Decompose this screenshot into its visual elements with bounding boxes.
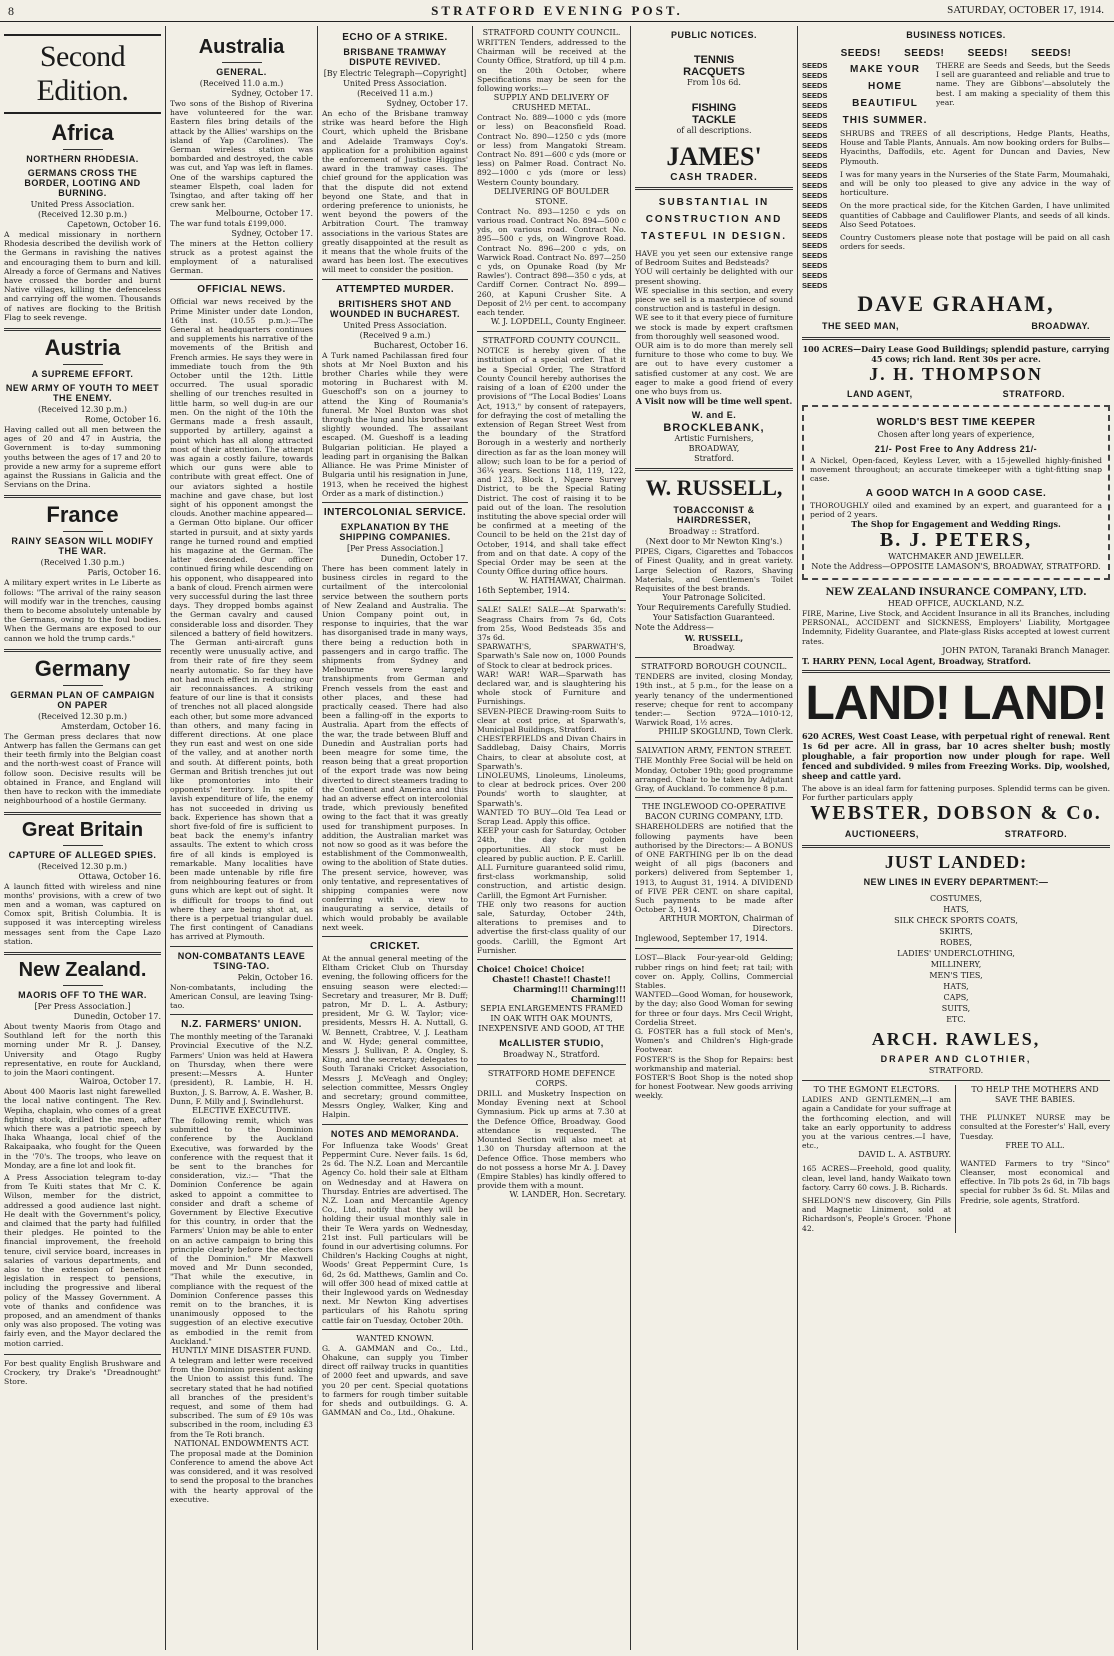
peters-name: B. J. PETERS, [879, 529, 1033, 552]
africa-subheading: NORTHERN RHODESIA. [26, 154, 139, 164]
bedroom-text: HAVE you yet seen our extensive range of Bedroom Suites and Bedsteads? [635, 249, 793, 268]
foster-repairs: FOSTER'S is the Shop for Repairs: best workmanship and material. [635, 1054, 793, 1073]
column-public-notices [630, 26, 797, 1650]
boulder-heading: DELIVERING OF BOULDER STONE. [493, 186, 610, 206]
fattening-text: The above is an ideal farm for fattening purposes. Splendid terms can be given. For further particulars apply [802, 783, 1110, 803]
australia-dateline-1: Sydney, October 17. [231, 89, 313, 98]
nz-insurance-name: NEW ZEALAND INSURANCE COMPANY, LTD. [825, 584, 1087, 599]
issue-date: SATURDAY, OCTOBER 17, 1914. [947, 4, 1104, 16]
business-notices-heading: BUSINESS NOTICES. [906, 30, 1006, 40]
africa-dateline: Capetown, October 16. [67, 220, 161, 229]
borough-heading: STRATFORD BOROUGH COUNCIL. [641, 662, 787, 672]
sparwath-war: WAR! WAR! WAR—Sparwath has declared war, and is slaughtering his whole stock of Furniture and Furnishings. [477, 669, 626, 707]
australia-text-3: The miners at the Hetton colliery struck as a protest against the employment of a naturalised German. [170, 238, 313, 276]
notes-text: For Influenza take Woods' Great Peppermint Cure. Never fails. 1s 6d, 2s 6d. The N.Z. Loan and Mercantile Agency Co. hold their sale at Eltham on Wednesday and at Hawera on Thursday. Entries are advertised. The N.Z. Loan and Mercantile Agency Co., Ltd., notify that they will be holding their usual monthly sale in their Te Wera yards on Wednesday, 21st inst. Full particulars will be found in our advertising columns. For Children's Hacking Coughs at night, Woods' Great Peppermint Cure, 1s 6d, 2s 6d. Matthews, Gamlin and Co. will offer 300 head of mixed cattle at their Inglewood yards on Wednesday next. Mr Newton King advertises particulars of his Rahotu spring cattle fair on Tuesday, October 20th. [322, 1140, 468, 1325]
webster-footer [802, 825, 1110, 841]
austria-subheading: NEW ARMY OF YOUTH TO MEET THE ENEMY. [5, 383, 160, 404]
sheldon-text: SHELDON'S new discovery, Gin Pills and Magnetic Liniment, sold at Richardson's, People's Grocer. 'Phone 42. [802, 1196, 951, 1233]
draper-label: DRAPER AND CLOTHIER, [880, 1054, 1032, 1065]
austria-headline: A SUPREME EFFORT. [31, 369, 134, 380]
rings-text: The Shop for Engagement and Wedding Rings. [851, 519, 1061, 530]
huntly-text: A telegram and letter were received from the Dominion president asking the Union to assist this fund. The secretary stated that he had notified all branches of the president's request, and some of them had subscribed. The sum of £9 10s was subscribed in the room, including £3 from the Te Roti branch. [170, 1355, 313, 1439]
russell-trade: TOBACCONIST & HAIRDRESSER, [673, 505, 755, 526]
county-council-heading-1: STRATFORD COUNTY COUNCIL. [482, 28, 621, 37]
visit-text: A Visit now will be time well spent. [635, 396, 793, 407]
land-agent-label: LAND AGENT, [847, 389, 913, 399]
rawles-line-item: MEN'S TIES, [929, 971, 983, 981]
farmers-union-heading: N.Z. FARMERS' UNION. [181, 1019, 302, 1031]
watch-description: A Nickel, Open-faced, Keyless Lever, with a 15-jewelled highly-finished movement throughout; an accurate timekeeper with a tight-fitting snap case. [810, 456, 1102, 484]
studio-address: Broadway N., Stratford. [503, 1050, 600, 1060]
murder-subheading: BRITISHERS SHOT AND WOUNDED IN BUCHAREST. [329, 298, 460, 319]
rawles-line-item: ROBES, [939, 938, 973, 948]
thompson-footer [802, 385, 1110, 401]
murder-heading: ATTEMPTED MURDER. [335, 283, 455, 295]
rawles-line-item: SKIRTS, [939, 927, 973, 937]
rawles-line-item: HATS, [943, 905, 969, 915]
echo-source: [By Electric Telegraph—Copyright] United Press Association. [323, 69, 467, 88]
edition-banner: Second Edition. [4, 34, 161, 114]
brocklebank-street: BROADWAY, [688, 444, 740, 454]
elective-text: The following remit, which was submitted to the Dominion conference by the Auckland Executive, was forwarded by the conference with the request that it be sent to the branches for consideration, viz.:— "That the Dominion Conference be again asked to appoint a committee to consider and draft a scheme of Government by Elective Executive for this country, in order that the Farmers' Union may be able to enter on an active campaign to bring this principle clearly before the electors of the Dominion." Mr Maxwell moved and Mr Dunn seconded, "That while the executive, in compliance with the request of the Dominion Conference passes this remit on to the branches, it is unanimously opposed to the suggestion of an elective executive as embodied in the remit from Auckland." [170, 1115, 313, 1346]
carlill-keep: KEEP your cash for Saturday, October 24th, the day for golden opportunities. All stock must be cleared by public auction. P. E. Carlill. [477, 826, 626, 863]
salvation-heading: SALVATION ARMY, FENTON STREET. [636, 746, 792, 756]
mothers-heading: TO HELP THE MOTHERS AND SAVE THE BABIES. [971, 1085, 1099, 1105]
hathaway-signature: W. HATHAWAY, Chairman. [518, 576, 626, 586]
free-to-all: FREE TO ALL. [1005, 1140, 1065, 1150]
germany-article [4, 656, 161, 806]
post-free-text: 21/- Post Free to Any Address 21/- [874, 444, 1038, 454]
nursery-text: I was for many years in the Nurseries of the State Farm, Moumahaki, and will be only too pleased to give any advice in the way of horticulture. [840, 169, 1110, 198]
column-council-notices [472, 26, 630, 1650]
james-name: JAMES' [666, 142, 762, 171]
bottom-adverts [802, 1085, 1110, 1233]
rawles-line-item: ETC. [946, 1015, 966, 1025]
intercolonial-heading: INTERCOLONIAL SERVICE. [323, 506, 467, 518]
thompson-name: J. H. THOMPSON [869, 364, 1043, 384]
britain-text: A launch fitted with wireless and nine months' provisions, with a crew of two men and a woman, was captured on Comox spit, British Columbia. It is supposed it was intercepting wireless messages sent from the Cape Lazo station. [4, 881, 161, 946]
crushed-metal-heading: SUPPLY AND DELIVERY OF CRUSHED METAL. [493, 93, 610, 113]
russell-name-2: W. RUSSELL, [684, 633, 744, 644]
germany-headline: GERMAN PLAN OF CAMPAIGN ON PAPER [10, 689, 155, 710]
rawles-line-item: MILLINERY, [930, 960, 982, 970]
notice-date: 16th September, 1914. [477, 586, 570, 596]
carlill-reasons: THE only two reasons for auction sale, Saturday, October 24th, alterations to premises and to advertise the first-class quality of our goods. Carlill, the Egmont Art Furnisher. [477, 899, 626, 955]
britain-heading: Great Britain [21, 818, 144, 841]
make-home-beautiful: MAKE YOUR HOME BEAUTIFUL THIS SUMMER. [842, 64, 928, 126]
murder-received: (Received 9 a.m.) [359, 330, 431, 340]
graham-broadway: BROADWAY. [1031, 321, 1090, 331]
electors-heading: TO THE EGMONT ELECTORS. [813, 1085, 940, 1095]
murder-text: A Turk named Pachilassan fired four shots at Mr Noel Buxton and his brother Charles while they were motoring in Bucharest with M. Gueschoff's son on a journey to attend the King of Roumania's funeral. Mr Noel Buxton was shot through the lung and his brother was slightly wounded. The assailant escaped. (M. Gueshoff is a leading Bulgarian politician. He played a leading part in organising the Balkan Alliance. He was Prime Minister of Bulgaria until his resignation in June, 1913, when he received the highest Order as a mark of distinction.) [322, 350, 468, 498]
foster-boot: FOSTER'S Boot Shop is the noted shop for honest Footwear. New goods arriving weekly. [635, 1072, 793, 1101]
austria-article [4, 335, 161, 489]
farmers-union-text: The monthly meeting of the Taranaki Provincial Executive of the N.Z. Farmers' Union was held at Hawera on Thursday, when there were present:—Messrs A. Hunter (president), R. Lambie, H. H. Buxton, J. S. Barrow, A. E. Washer, B. Dunn, F. Milly and J. Swindlehurst. [170, 1032, 313, 1106]
richards-acres: 165 ACRES—Freehold, good quality, clean, level land, handy Waikato town factory. Carry 60 cows. J. B. Richards. [802, 1164, 951, 1192]
france-article [4, 502, 161, 642]
echo-text: An echo of the Brisbane tramway strike was heard before the High Court, which upheld the Brisbane and Adelaide Tramways Coy's. application for a prohibition against the enforcement of Justice Higgins' award in the tramway cases. The chief ground for the application was that the dispute did not extend beyond one State, and that in ordering preference to unionists, he went beyond the powers of the Arbitration Court. The tramway associations in the various States are greatly disappointed at the result as it means that the whole fruits of the award has been lost. The executives will meet to consider the position. [322, 109, 468, 275]
seed-man-label: THE SEED MAN, [822, 321, 900, 331]
rawles-line-item: COSTUMES, [929, 894, 982, 904]
column-business-notices [797, 26, 1114, 1650]
intercolonial-subheading: EXPLANATION BY THE SHIPPING COMPANIES. [339, 521, 451, 542]
patronage-text: Your Patronage Solicited. [662, 593, 766, 603]
echo-received: (Received 11 a.m.) [357, 89, 433, 98]
james-advert [635, 54, 793, 183]
rawles-line-item: HATS, [943, 982, 969, 992]
shrubs-text: SHRUBS and TREES of all descriptions, Hedge Plants, Heaths, House and Table Plants, Annuals. Am now booking orders for Bulbs—Hyacinths, Daffodils, etc. Agent for Duncan and Davies, New Plymouth. [840, 129, 1110, 166]
endowments-heading: NATIONAL ENDOWMENTS ACT. [173, 1438, 310, 1448]
australia-text-2: The war fund totals £199,000. [170, 219, 287, 229]
australia-subheading: GENERAL. [216, 67, 267, 77]
australia-heading: Australia [198, 36, 285, 58]
thompson-town: STRATFORD. [1002, 389, 1065, 399]
contracts-boulder: Contract No. 893—1250 c yds on various road. Contract No. 894—500 c yds, on various road. Contract No. 895—500 c yds, on Wingrove Road. Contract No. 896—200 c yds, on Warwick Road. Contract No. 897—250 c yds, on Opunake Road (by Mr Rawles'). Contract 898—350 c yds, at Cardiff Corner. Contract No. 899—260, at Kapuni Crusher Site. A Deposit of 2½ per cent. to accompany each tender. [477, 206, 626, 318]
austria-dateline: Rome, October 16. [84, 415, 161, 425]
france-heading: France [46, 502, 119, 528]
africa-heading: Africa [51, 120, 114, 145]
auctioneers-label: AUCTIONEERS, [844, 829, 919, 840]
postage-text: Country Customers please note that postage will be paid on all cash orders for seeds. [840, 233, 1110, 252]
nz-headline: MAORIS OFF TO THE WAR. [18, 989, 147, 1000]
intercolonial-text: There has been comment lately in business circles in regard to the curtailment of the intercolonial service between the southern ports of New Zealand and Australia. The Union Company point out, in response to inquiries, that the war has disorganised trade in many ways, there being a reduction both in passengers and in cargo traffic. The shipments from Sydney and Melbourne were largely transhipments from German and French vessels from the east and other places, and these had practically ceased. There had also been a falling-off in the exports to Australia. Apart from the effects of the war, the trade between Bluff and Dunedin and Australian ports had been meagre for some time, the reason being that a great proportion of the export trade was now being diverted to direct steamers trading to the Continent and America and this had an adverse effect on intercolonial trade, which previously benefited owing to the fact that it was greatly used for transhipment purposes. In addition, the Australian market was not now so good as it was before the establishment of the Commonwealth, owing to the abolition of State duties. The present service, however, was only tentative, and representatives of shipping companies were now conferring with a view to inaugurating a service, details of which would probably be available next week. [322, 563, 468, 932]
just-landed: JUST LANDED: [884, 852, 1028, 873]
kitchen-text: On the more practical side, for the Kitchen Garden, I have unlimited quantities of Cabbage and Cauliflower Plants, and seeds of all kinds. Also Seed Potatoes. [840, 201, 1110, 229]
britain-received: (Received 12.30 p.m.) [38, 861, 127, 871]
australia-received: (Received 11.0 a.m.) [199, 79, 284, 88]
good-watch-text: A GOOD WATCH In A GOOD CASE. [865, 487, 1047, 499]
africa-received: (Received 12.30 p.m.) [38, 210, 127, 219]
contracts-metal: Contract No. 889—1000 c yds (more or less) on Beaconsfield Road. Contract No. 890—1250 c yds (more or less) from Mangatoki Stream. Contract No. 891—600 c yds (more or less) on Palmer Road. Contract No. 892—1000 c yds (more or less) Western County boundary. [477, 113, 626, 187]
nz-text-3: A Press Association telegram to-day from Te Kuiti states that Mr C. K. Wilson, member for the district, addressed a good audience last night. He dealt with the Government's policy, and claimed that the party had fulfilled their pledges. He pointed to the financial improvement, the freehold tenure, civil service board, increases in salaries of various departments, and also to the extension of beneficent legislation in respect to pensions, including the progressive and liberal policy of the Massey Government. A vote of thanks and confidence was proposed, and an amendment of thanks only was also proposed. The voting was fairly even, and the Mayor declared the motion carried. [4, 1172, 161, 1348]
tsingtao-heading: NON-COMBATANTS LEAVE TSING-TAO. [177, 950, 306, 971]
britain-dateline: Ottawa, October 16. [78, 871, 161, 881]
defence-heading: STRATFORD HOME DEFENCE CORPS. [487, 1069, 616, 1089]
echo-subheading: BRISBANE TRAMWAY DISPUTE REVIVED. [343, 47, 447, 67]
time-keeper-heading: WORLD'S BEST TIME KEEPER [876, 417, 1036, 428]
rawles-line-item: SILK CHECK SPORTS COATS, [894, 916, 1018, 926]
shareholders-text: SHAREHOLDERS are notified that the following payments have been authorised by the Directors:— A BONUS of ONE FARTHING per lb on the dead weight of all pigs (baconers and porkers) delivered from September 1, 1913, to August 31, 1914. A DIVIDEND of FIVE PER CENT. on share capital, Such payments to be made after October 3, 1914. [635, 822, 793, 915]
cash-trader: CASH TRADER. [670, 172, 758, 183]
morton-signature: ARTHUR MORTON, Chairman of Directors. [659, 914, 793, 934]
russell-next: (Next door to Mr Newton King's.) [645, 537, 783, 547]
nz-heading: New Zealand. [18, 958, 147, 981]
cricket-text: At the annual general meeting of the Eltham Cricket Club on Thursday evening, the following officers for the ensuing season were elected:—Secretary and treasurer, Mr B. Duff; patron, Mr D. L. A. Astbury; president, Mr G. W. Taylor; vice-presidents, Messrs H. A. Nuttall, G. W. Bennett, Crabtree, V. J. Leatham and W. Hyde; general committee, Messrs J. Sullivan, P. A. Ongley, S. King, and the secretary; delegates to South Taranaki Cricket Association, Messrs J. McVeagh and Ongley; selection committee, Messrs Ongley and secretary; ground committee, Messrs Ongley, Walker, King and Halpin. [322, 954, 468, 1120]
germany-dateline: Amsterdam, October 16. [61, 721, 161, 731]
substantial-heading: SUBSTANTIAL IN CONSTRUCTION AND TASTEFUL IN DESIGN. [641, 197, 787, 242]
peters-advert [802, 405, 1110, 580]
column-cables [317, 26, 472, 1650]
seeds-banner: SEEDS! SEEDS! SEEDS! SEEDS! [840, 48, 1072, 59]
australia-dateline-2: Melbourne, October 17. [215, 209, 313, 219]
choice-text: Choice! Choice! Choice! [477, 964, 585, 975]
britain-article [4, 819, 161, 946]
tsingtao-dateline: Pekin, October 16. [237, 972, 313, 982]
penn-agent: T. HARRY PENN, Local Agent, Broadway, Stratford. [802, 655, 1031, 666]
drill-notice: DRILL and Musketry Inspection on Monday Evening next at School Gymnasium. Pick up arms at 7.30 at the Defence Office, Broadway. Good attendance is requested. The Mounted Section will also meet at 1.30 on Thursday afternoon at the Defence Office. Those members who do not possess a horse Mr A. J. Davey (Empire Stables) has kindly offered to provide them with a mount. [477, 1089, 626, 1191]
head-office: HEAD OFFICE, AUCKLAND, N.Z. [887, 599, 1025, 609]
land-description: 620 ACRES, West Coast Lease, with perpetual right of renewal. Rent 1s 6d per acre. All in grass, bar 10 acres shelter bush; mostly ploughable, a fair proportion now under plough for rape. Well fenced and subdivided. 9 miles from Freezing Works. Dip, woolshed, sheep and cattle yard. [802, 730, 1110, 781]
graham-advert [802, 61, 1110, 291]
france-headline: RAINY SEASON WILL MODIFY THE WAR. [11, 536, 154, 557]
rawles-lines [802, 893, 1110, 1025]
nz-dateline-2: Wairoa, October 17. [79, 1077, 161, 1087]
sparwath-stock: SPARWATH'S, SPARWATH'S, Sparwath's Sale now on, 1000 Pounds of Stock to clear at bedrock prices. [477, 642, 626, 670]
land-banner: LAND! LAND! [805, 676, 1107, 730]
pipes-text: PIPES, Cigars, Cigarettes and Tobaccos of Finest Quality, and in great variety. Large Selection of Razors, Shaving Materials, and Gentlemen's Toilet Requisites of the best brands. [635, 547, 793, 594]
skoglund-signature: PHILIP SKOGLUND, Town Clerk. [658, 727, 793, 737]
drake-advert: For best quality English Brushware and Crockery, try Drake's "Dreadnought" Store. [4, 1358, 161, 1387]
brocklebank-we: W. and E. [691, 410, 737, 421]
chaste-text: Chaste!! Chaste!! Chaste!! [492, 974, 611, 985]
murder-source: United Press Association. [343, 320, 447, 330]
sinco-text: WANTED Farmers to try "Sinco" Cleanser, most economical and effective. In 7lb pots 2s 6d, in 7lb bags special for rubber 3s 6d. St. Milas and Fredrie, sole agents, Stratford. [960, 1158, 1110, 1205]
special-order-notice: NOTICE is hereby given of the institution of a special order. That it be a Special Order, The Stratford County Council hereby authorises the raising of a loan of £200 under the provisions of "The Local Bodies' Loans Act, 1913," by consent of ratepayers, for defraying the cost of metalling the extension of Regan Street West from the boundary of the Stratford Borough in a westerly and northerly direction as far as the loan money will allow; such loan to be for a period of 36¼ years. Sections 118, 119, 122, and 123, Block 1, Ngaere Survey District, to be the Special Rating District. The cost of raising it to be paid out of the loan. The resolution instituting the above special order will be confirmed at a meeting of the Council to be held on the 21st day of October, 1914, and shall take effect from and on that date. A copy of the Special Order may be seen at the County Office during office hours. [477, 346, 626, 577]
rawles-town: STRATFORD. [928, 1066, 984, 1076]
column-war-news [0, 26, 165, 1650]
rawles-name: ARCH. RAWLES, [871, 1029, 1041, 1050]
column-australia [165, 26, 317, 1650]
salvation-text: THE Monthly Free Social will be held on Monday, October 19th; good programme arranged. Chair to be taken by Adjutant Gray, of Auckland. To commence 8 p.m. [635, 756, 793, 794]
watchmaker-label: WATCHMAKER AND JEWELLER. [888, 552, 1024, 562]
charming-text: Charming!!! Charming!!! Charming!!! [513, 984, 626, 1005]
sparwath-suits: SEVEN-PIECE Drawing-room Suits to clear at cost price, at Sparwath's, Municipal Buildings, Stratford. [477, 706, 626, 734]
requirements-text: Your Requirements Carefully Studied. [636, 603, 792, 613]
africa-article [4, 120, 161, 322]
nz-text-2: About 400 Maoris last night farewelled the local native contingent. The Rev. Wepiha, chaplain, who comes of a great fighting stock, drilled the men, after which there was a patriotic speech by Ihaka Whaanga, local chief of the Rakaipaaka, who fought for the Queen in the '70's. The troops, who leave on Monday, are a fine lot and look fit. [4, 1087, 161, 1170]
plunket-text: THE PLUNKET NURSE may be consulted at the Forester's' Hall, every Tuesday. [960, 1113, 1110, 1141]
elective-heading: ELECTIVE EXECUTIVE. [192, 1105, 291, 1115]
astbury-section [802, 1085, 956, 1233]
lopdell-signature: W. J. LOPDELL, County Engineer. [490, 317, 626, 327]
rawles-line-item: LADIES' UNDERCLOTHING, [897, 949, 1015, 959]
public-notices-heading: PUBLIC NOTICES. [670, 30, 757, 40]
lost-horse: LOST—Black Four-year-old Gelding; rubber rings on hind feet; rat tail; with cover on. Apply, Collins, Commercial Stables. [635, 953, 793, 990]
endowments-text: The proposal made at the Dominion Conference to amend the above Act was considered, and it was resolved to send the proposal to the branches with the hearty approval of the executive. [170, 1448, 313, 1504]
foster-stock: G. FOSTER has a full stock of Men's, Women's and Children's High-grade Footwear. [635, 1026, 793, 1055]
sparwath-sale: SALE! SALE! SALE—At Sparwath's: Seagrass Chairs from 7s 6d, Cots from 25s, Wood Bedsteads 35s and 37s 6d. [477, 605, 626, 642]
paton-signature: JOHN PATON, Taranaki Branch Manager. [942, 645, 1110, 655]
aim-text: OUR aim is to do more than merely sell furniture to those who come to buy. We are out to have every customer a satisfied customer at any cost. We are eager to make a good friend of every one who buys from us. [635, 341, 793, 397]
nz-source: [Per Press Association.] [34, 1001, 131, 1011]
dairy-lease: 100 ACRES—Dairy Lease Good Buildings; splendid pasture, carrying 45 cows; rich land. Rent 30s per acre. [802, 344, 1110, 364]
australia-text-1: Two sons of the Bishop of Riverina have volunteered for the war. Eastern files bring details of the attack by the Allies' warships on the island of Yap (Carolines). The German wireless station was bombarded and destroyed, the cable was cut, and Yap was left in flames. One of the warships captured the steamer Elspeth, coal laden for Tsingtao, and after taking off her crew sank her. [170, 99, 313, 210]
carlill-furniture: ALL Furniture guaranteed solid rimu, first-class workmanship, solid construction, and artistic design. Carlill, the Egmont Art Furnisher. [477, 863, 626, 900]
fishing-label: FISHING [691, 102, 737, 114]
france-received: (Received 1.30 p.m.) [40, 558, 125, 568]
county-council-heading-2: STRATFORD COUNTY COUNCIL. [482, 336, 621, 346]
racquets-label: RACQUETS [683, 66, 745, 78]
africa-text: A medical missionary in northern Rhodesia described the devilish work of the Germans in ravishing the natives and encouraging them to burn and kill. Already a force of Germans and Natives have crossed the border and burnt Native villages, killing the defenceless and carrying off the women. Thousands of natives are flocking to the British Flag to seek revenge. [4, 230, 161, 322]
austria-heading: Austria [44, 335, 121, 361]
peters-address: Note the Address—OPPOSITE LAMASON'S, BROADWAY, STRATFORD. [811, 562, 1101, 572]
nz-article [4, 959, 161, 1348]
astbury-signature: DAVID L. A. ASTBURY. [858, 1150, 951, 1160]
masthead [0, 0, 1114, 22]
france-dateline: Paris, October 16. [87, 568, 161, 578]
brocklebank-trade: Artistic Furnishers, [674, 434, 754, 444]
lander-signature: W. LANDER, Hon. Secretary. [509, 1190, 626, 1200]
rawles-line-item: SUITS, [941, 1004, 971, 1014]
echo-heading: ECHO OF A STRIKE. [342, 32, 448, 43]
nz-text-1: About twenty Maoris from Otago and Southland left for the north this morning under Mr R. J. Dansey, University and Otago Rugby representative, en route for Auckland, to join the Maori contingent. [4, 1021, 161, 1077]
new-lines: NEW LINES IN EVERY DEPARTMENT:— [863, 877, 1049, 888]
seeds-guarantee: THERE are Seeds and Seeds, but the Seeds I sell are guaranteed and reliable and true to name. They are Gibbons'—absolutely the best. I am making a speciality of them this year. [936, 61, 1110, 107]
graham-name: DAVE GRAHAM, [857, 291, 1055, 316]
germany-text: The German press declares that now Antwerp has fallen the Germans can get their teeth firmly into the Belgian coast and the north-west coast of France will follow soon. Decisive results will be obtained in France, and England will then have to reckon with the immediate neighbourhood of a hostile Germany. [4, 731, 161, 806]
intercolonial-dateline: Dunedin, October 17. [380, 553, 468, 563]
satisfaction-text: Your Satisfaction Guaranteed. [653, 613, 775, 623]
austria-text: Having called out all men between the ages of 20 and 47 in Austria, the Government is to-day summoning youths between the ages of 17 and 20 to provide a new army for a supreme effort against the Russians in Galicia and the Servians on the Drina. [4, 425, 161, 490]
africa-source: United Press Association. [30, 200, 135, 209]
specialise-text: WE specialise in this section, and every piece we sell is a masterpiece of sound construction and is tasteful in design. [635, 285, 793, 314]
sepia-text: SEPIA ENLARGEMENTS FRAMED IN OAK WITH OAK MOUNTS, INEXPENSIVE AND GOOD, AT THE [478, 1004, 625, 1034]
official-news-heading: OFFICIAL NEWS. [197, 284, 286, 296]
tsingtao-text: Non-combatants, including the American Consul, are leaving Tsing-tao. [170, 982, 313, 1011]
borough-tenders: TENDERS are invited, closing Monday, 19th inst., at 5 p.m., for the lease on a yearly tenancy of the undermentioned reserve; cheque for rent to accompany tender:— Section 972A—1010-12, Warwick Road, 1½ acres. [635, 672, 793, 728]
oiled-text: THOROUGHLY oiled and examined by an expert, and guaranteed for a period of 2 years. [810, 500, 1102, 519]
insurance-text: FIRE, Marine, Live Stock, and Accident Insurance in all its Branches, including PERSONAL, ACCIDENT and SICKNESS, Employers' Liability, Mortgagee Indemnity, Fidelity Guarantee, and Plate-glass Risks accepted at lowest current rates. [802, 609, 1110, 646]
inglewood-date: Inglewood, September 17, 1914. [635, 934, 768, 944]
nz-dateline-1: Dunedin, October 17. [73, 1011, 161, 1021]
racquets-price: From 10s 6d. [687, 78, 741, 87]
russell-name: W. RUSSELL, [645, 475, 783, 501]
graham-footer [802, 317, 1110, 333]
echo-dateline: Sydney, October 17. [386, 99, 468, 108]
germany-heading: Germany [34, 655, 131, 681]
gamman-advert: G. A. GAMMAN and Co., Ltd., Ohakune, can supply you Timber direct off railway trucks in quantities of 2000 feet and upwards, and save you 20 per cent. Special quotations to farmers for rough timber suitable for sheds and outbuildings. G. A. GAMMAN and Co., Ltd., Ohakune. [322, 1343, 468, 1418]
coop-heading: THE INGLEWOOD CO-OPERATIVE BACON CURING COMPANY, LTD. [642, 802, 786, 822]
cricket-heading: CRICKET. [369, 941, 421, 953]
intercolonial-source: [Per Press Association.] [347, 543, 443, 553]
wanted-woman: WANTED—Good Woman, for housework, by the day; also Good Woman for sewing for three or four days. Mrs Cecil Wright, Cordelia Street. [635, 990, 793, 1027]
huntly-heading: HUNTLY MINE DISASTER FUND. [171, 1345, 312, 1355]
studio-name: McALLISTER STUDIO, [499, 1038, 604, 1049]
note-address: Note the Address— [635, 623, 714, 633]
seeds-repeat: SEEDS SEEDS SEEDS SEEDS SEEDS SEEDS SEEDS SEEDS SEEDS SEEDS SEEDS SEEDS SEEDS SEEDS SEEDS SEEDS SEEDS SEEDS SEEDS SEEDS SEEDS SEEDS SEEDS [802, 61, 828, 290]
webster-name: WEBSTER, DOBSON & Co. [810, 802, 1102, 825]
page-number-marker: 8 [8, 4, 14, 18]
murder-dateline: Bucharest, October 16. [373, 340, 468, 350]
germany-received: (Received 12.30 p.m.) [38, 711, 127, 721]
chosen-text: Chosen after long years of experience, [877, 430, 1035, 439]
newspaper-title: STRATFORD EVENING POST. [431, 3, 683, 18]
france-text: A military expert writes in Le Liberte as follows: "The arrival of the rainy season will modify war in the trenches, causing them to become absolutely untenable by the Germans, owing to the foul bodies. When the Germans are exposed to our cannon we hold the trump cards." [4, 578, 161, 643]
africa-headline: GERMANS CROSS THE BORDER, LOOTING AND BURNING. [24, 168, 141, 198]
tackle-desc: of all descriptions. [676, 126, 752, 135]
tennis-label: TENNIS [693, 54, 735, 66]
webster-town: STRATFORD. [1004, 829, 1068, 840]
delight-text: YOU will certainly be delighted with our present showing. [635, 267, 793, 286]
brocklebank-name: BROCKLEBANK, [663, 422, 765, 435]
sparwath-linoleum: LINOLEUMS, Linoleums, Linoleums, to clear at bedrock prices. Over 200 Pounds' worth to slaughter, at Sparwath's. [477, 771, 626, 808]
brocklebank-town: Stratford. [694, 454, 734, 464]
official-news-text: Official war news received by the Prime Minister under date London, 16th inst. (10.55 p.m.):—The General at headquarters continues and supplements his narrative of the movements of the British and French armies. He says they were in immediate touch from the 9th October until the 12th. Little occurred. The usual sporadic shelling of our trenches resulted in little harm, so well dug-in are our men. On the night of the 10th the Germans made a fresh assault, supported by artillery, against a point which has all along attracted most of their attention. The attempt was again a costly failure, towards which our guns were able to contribute with great effect. One of our aviators sighted a hostile machine and gave chase, but lost sight of his opponent amongst the clouds. Another machine appeared—a German Otto biplane. Our officer started in pursuit, and at sixty yards range he turned round and emptied his magazine at the German. The latter descended. Our officer continued firing while descending on his opponent, who disappeared into a bank of cloud. French airmen were very successful during the last three days. They dropped bombs against the German cavalry and caused considerable loss and disorder. They silenced a battery of field howitzers. The German anti-aircraft guns recently were unusually active, and from their rate of fire they seem nearly automatic. So far they have not had much effect in reducing our air reconnaissances. A striking feature of our line is that it consists of trenches not all placed alongside each other, but some more advanced than others, and many facing in different directions. At one place they run east and west on one side of the valley, and at another north and south. At different points, both German and British trenches jut out like promontories into their opponents' territory. In spite of lavish expenditure of life, the enemy has not succeeded in driving us back. Experience has shown that a short five-fold of fire is sufficient to beat back the enemy's infantry assaults. The extent to which cross fire of all kinds is employed is remarkable. Many localities have been made untenable by rifle fire from neighbouring features or from guns which are kept out of sight. It is difficult for troops to find out where they are being shot at, as there is a perpetual triangular duel. The first contingent of Canadians has arrived at Plymouth. [170, 297, 313, 942]
tender-notice: WRITTEN Tenders, addressed to the Chairman will be received at the County Office, Stratford, up till 4 p.m. on the 20th October, where Specifications may be seen for the following works:— [477, 38, 626, 94]
australia-dateline-3: Sydney, October 17. [231, 228, 313, 238]
tackle-label: TACKLE [692, 114, 736, 126]
wanted-lead: WANTED TO BUY—Old Tea Lead or Scrap Lead. Apply this office. [477, 807, 626, 827]
rawles-line-item: CAPS, [943, 993, 969, 1003]
ladies-text: LADIES AND GENTLEMEN,—I am again a Candidate for your suffrage at the forthcoming election, and will take an early opportunity to address you at the various centres.—I have, etc., [802, 1095, 951, 1151]
russell-street-2: Broadway. [692, 643, 736, 653]
britain-headline: CAPTURE OF ALLEGED SPIES. [8, 849, 157, 860]
craftsmen-text: WE see to it that every piece of furniture we stock is made by expert craftsmen from thoroughly well seasoned wood. [635, 313, 793, 341]
sparwath-chairs: CHESTERFIELDS and Divan Chairs in Saddlebag, Daisy Chairs, Morris Chairs, to clear at absolute cost, at Sparwath's. [477, 734, 626, 771]
austria-received: (Received 12.30 p.m.) [38, 405, 127, 415]
russell-location: Broadway :: Stratford. [668, 527, 760, 537]
plunket-section [956, 1085, 1110, 1233]
notes-heading: NOTES AND MEMORANDA. [330, 1128, 460, 1139]
wanted-known-heading: WANTED KNOWN. [356, 1333, 434, 1343]
